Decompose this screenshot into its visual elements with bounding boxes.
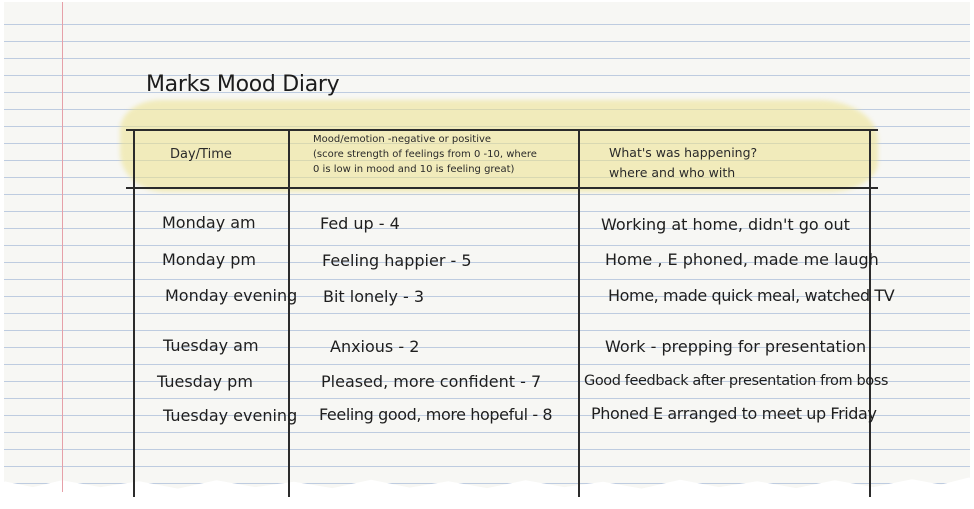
- row-3-mood: Bit lonely - 3: [323, 287, 425, 306]
- column-divider-2: [578, 129, 580, 497]
- header-mood: [313, 132, 543, 177]
- header-bottom-border: [126, 187, 878, 189]
- row-3-day: Monday evening: [165, 286, 298, 305]
- header-what-line-2: where and who with: [609, 165, 736, 180]
- row-6-mood: Feeling good, more hopeful - 8: [319, 405, 553, 424]
- header-day-time: Day/Time: [170, 147, 232, 162]
- table-left-border: [133, 129, 135, 497]
- page-title: Marks Mood Diary: [146, 72, 340, 97]
- row-5-day: Tuesday pm: [157, 372, 253, 391]
- table-top-border: [126, 129, 878, 131]
- row-4-day: Tuesday am: [163, 336, 259, 355]
- column-divider-1: [288, 129, 290, 497]
- header-mood-line-3: 0 is low in mood and 10 is feeling great): [313, 164, 515, 175]
- row-6-what: Phoned E arranged to meet up Friday: [591, 404, 877, 423]
- header-mood-line-2: (score strength of feelings from 0 -10, where: [313, 149, 537, 160]
- row-2-what: Home , E phoned, made me laugh: [605, 250, 879, 269]
- header-mood-line-1: Mood/emotion -negative or positive: [313, 134, 492, 145]
- row-3-what: Home, made quick meal, watched TV: [608, 286, 895, 305]
- row-1-what: Working at home, didn't go out: [601, 215, 850, 234]
- row-2-day: Monday pm: [162, 250, 256, 269]
- row-5-what: Good feedback after presentation from boss: [584, 373, 889, 389]
- header-what-happening: [609, 143, 849, 183]
- header-what-line-1: What's was happening?: [609, 145, 758, 160]
- row-2-mood: Feeling happier - 5: [322, 251, 472, 270]
- row-4-what: Work - prepping for presentation: [605, 337, 867, 356]
- margin-line: [62, 2, 63, 492]
- row-1-mood: Fed up - 4: [320, 214, 400, 233]
- row-4-mood: Anxious - 2: [330, 337, 420, 356]
- row-1-day: Monday am: [162, 213, 256, 232]
- row-5-mood: Pleased, more confident - 7: [321, 372, 542, 391]
- row-6-day: Tuesday evening: [163, 406, 298, 425]
- table-right-border: [869, 129, 871, 497]
